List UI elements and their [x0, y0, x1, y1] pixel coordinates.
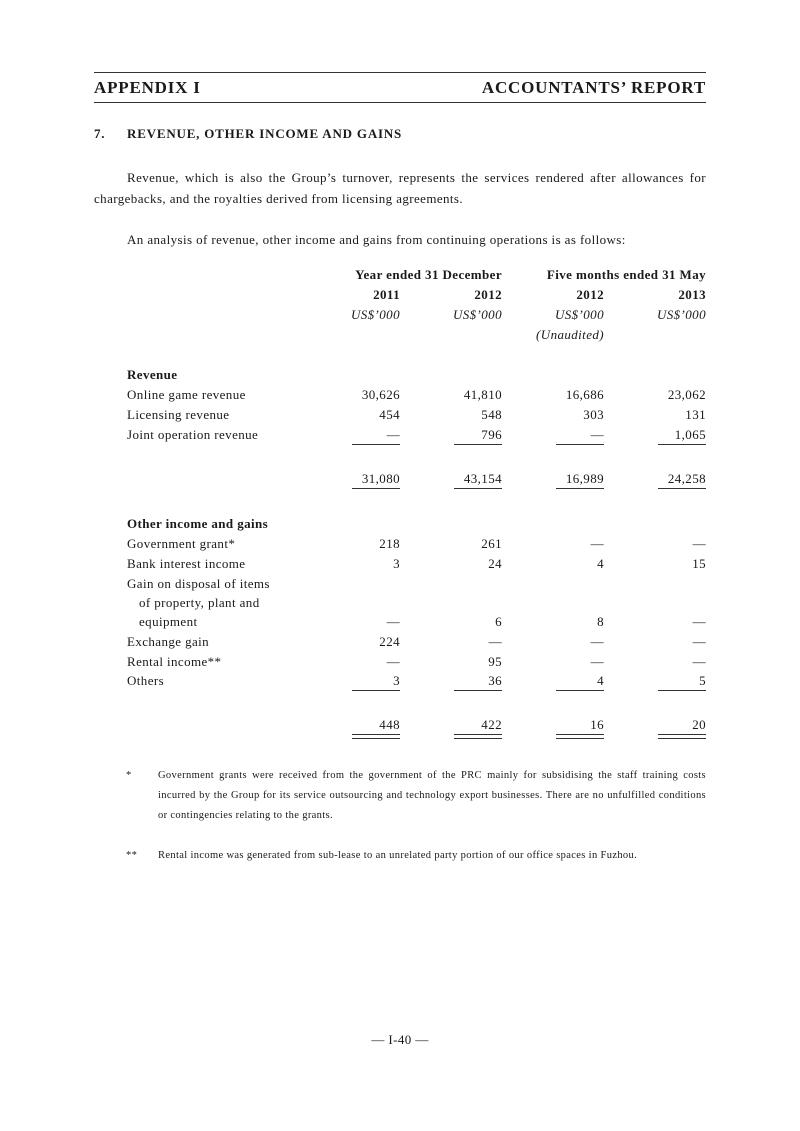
- cell-value: —: [692, 536, 706, 551]
- row-label: Government grant*: [127, 536, 236, 551]
- cell-value: 36: [488, 673, 502, 688]
- cell-value: 23,062: [667, 387, 706, 402]
- row-label: equipment: [139, 614, 198, 629]
- table-row: [0, 576, 800, 596]
- header-appendix: APPENDIX I: [94, 78, 201, 97]
- cell-value: —: [386, 427, 400, 442]
- cell-value: —: [386, 654, 400, 669]
- total-underline: [556, 488, 604, 489]
- cell-value: 41,810: [463, 387, 502, 402]
- cell-value: 303: [583, 407, 604, 422]
- table-row: [0, 614, 800, 634]
- row-label: Gain on disposal of items: [127, 576, 270, 591]
- subtotal-rule: [658, 690, 706, 691]
- cell-value: —: [590, 654, 604, 669]
- footnote-mark: *: [126, 770, 132, 781]
- footnote-mark: **: [126, 850, 138, 861]
- unit-col-3: US$’000: [554, 307, 604, 322]
- total-double-underline: [454, 734, 502, 739]
- cell-value: —: [488, 634, 502, 649]
- header-report-title: ACCOUNTANTS’ REPORT: [481, 78, 706, 97]
- revenue-heading: Revenue: [127, 367, 178, 382]
- unit-col-1: US$’000: [350, 307, 400, 322]
- cell-value: 8: [597, 614, 604, 629]
- subtotal-rule: [556, 444, 604, 445]
- total-value: 16: [590, 717, 604, 732]
- header-top-rule: [94, 72, 706, 73]
- table-row: [0, 595, 800, 615]
- unit-col-4: US$’000: [656, 307, 706, 322]
- cell-value: —: [386, 614, 400, 629]
- total-value: 31,080: [361, 471, 400, 486]
- footnote-rental-income: [94, 846, 706, 866]
- cell-value: 796: [481, 427, 502, 442]
- row-label: Exchange gain: [127, 634, 210, 649]
- footnote-text: Rental income was generated from sub-lease to an unrelated party portion of our office spaces in Fuzhou.: [158, 850, 638, 861]
- row-label: Online game revenue: [127, 387, 246, 402]
- other-income-heading-row: [0, 516, 800, 536]
- cell-value: 4: [597, 673, 604, 688]
- year-header-2012-five-months: 2012: [576, 287, 604, 302]
- subtotal-rule: [454, 690, 502, 691]
- cell-value: 218: [379, 536, 400, 551]
- table-row: [0, 407, 800, 427]
- subtotal-rule: [556, 690, 604, 691]
- cell-value: 16,686: [565, 387, 604, 402]
- cell-value: 454: [379, 407, 400, 422]
- cell-value: —: [692, 654, 706, 669]
- header-bottom-rule: [94, 102, 706, 103]
- table-row: [0, 536, 800, 556]
- row-label: Rental income**: [127, 654, 222, 669]
- row-label: Others: [127, 673, 165, 688]
- row-label: Licensing revenue: [127, 407, 230, 422]
- paragraph-analysis-intro: An analysis of revenue, other income and gains from continuing operations is as follows:: [127, 232, 626, 247]
- group-header-year-ended: Year ended 31 December: [355, 267, 502, 282]
- cell-value: 224: [379, 634, 400, 649]
- cell-value: 24: [488, 556, 502, 571]
- subtotal-rule: [352, 690, 400, 691]
- cell-value: 548: [481, 407, 502, 422]
- cell-value: 1,065: [674, 427, 706, 442]
- year-header-2013: 2013: [678, 287, 706, 302]
- cell-value: —: [692, 634, 706, 649]
- row-label: Joint operation revenue: [127, 427, 259, 442]
- cell-value: 131: [685, 407, 706, 422]
- total-value: 24,258: [667, 471, 706, 486]
- cell-value: 4: [597, 556, 604, 571]
- revenue-heading-row: [0, 367, 800, 387]
- table-row: [0, 654, 800, 674]
- total-underline: [658, 488, 706, 489]
- cell-value: 261: [481, 536, 502, 551]
- cell-value: —: [590, 427, 604, 442]
- row-label: of property, plant and: [139, 595, 260, 610]
- group-header-five-months: Five months ended 31 May: [546, 267, 706, 282]
- total-double-underline: [658, 734, 706, 739]
- row-label: Bank interest income: [127, 556, 246, 571]
- year-header-2011: 2011: [373, 287, 400, 302]
- cell-value: 15: [692, 556, 706, 571]
- cell-value: 30,626: [361, 387, 400, 402]
- table-row: [0, 634, 800, 654]
- cell-value: 95: [488, 654, 502, 669]
- footnote-text: Government grants were received from the government of the PRC mainly for subsidising the staff training costs incurred by the Group for its service outsourcing and technology export businesses. There are no unfulfilled conditions or contingencies relating to the grants.: [158, 770, 706, 821]
- year-header-2012: 2012: [474, 287, 502, 302]
- cell-value: 3: [393, 673, 400, 688]
- cell-value: —: [692, 614, 706, 629]
- subtotal-rule: [352, 444, 400, 445]
- total-value: 20: [692, 717, 706, 732]
- total-value: 16,989: [565, 471, 604, 486]
- unaudited-note: (Unaudited): [536, 327, 604, 342]
- unit-col-2: US$’000: [452, 307, 502, 322]
- total-underline: [454, 488, 502, 489]
- section-title-text: REVENUE, OTHER INCOME AND GAINS: [127, 126, 403, 141]
- cell-value: 6: [495, 614, 502, 629]
- total-value: 422: [481, 717, 502, 732]
- total-value: 43,154: [463, 471, 502, 486]
- section-number: 7.: [94, 126, 106, 141]
- total-value: 448: [379, 717, 400, 732]
- total-double-underline: [556, 734, 604, 739]
- cell-value: 3: [393, 556, 400, 571]
- total-underline: [352, 488, 400, 489]
- table-row: [0, 387, 800, 407]
- cell-value: —: [590, 634, 604, 649]
- cell-value: —: [590, 536, 604, 551]
- table-row: [0, 556, 800, 576]
- subtotal-rule: [454, 444, 502, 445]
- total-double-underline: [352, 734, 400, 739]
- footnote-government-grants: [94, 766, 706, 828]
- paragraph-revenue-definition: Revenue, which is also the Group’s turnover, represents the services rendered after allowances for chargebacks, and the royalties derived from licensing agreements.: [94, 170, 706, 206]
- cell-value: 5: [699, 673, 706, 688]
- section-title: [94, 126, 402, 142]
- other-income-heading: Other income and gains: [127, 516, 269, 531]
- subtotal-rule: [658, 444, 706, 445]
- page-number: — I-40 —: [371, 1032, 429, 1047]
